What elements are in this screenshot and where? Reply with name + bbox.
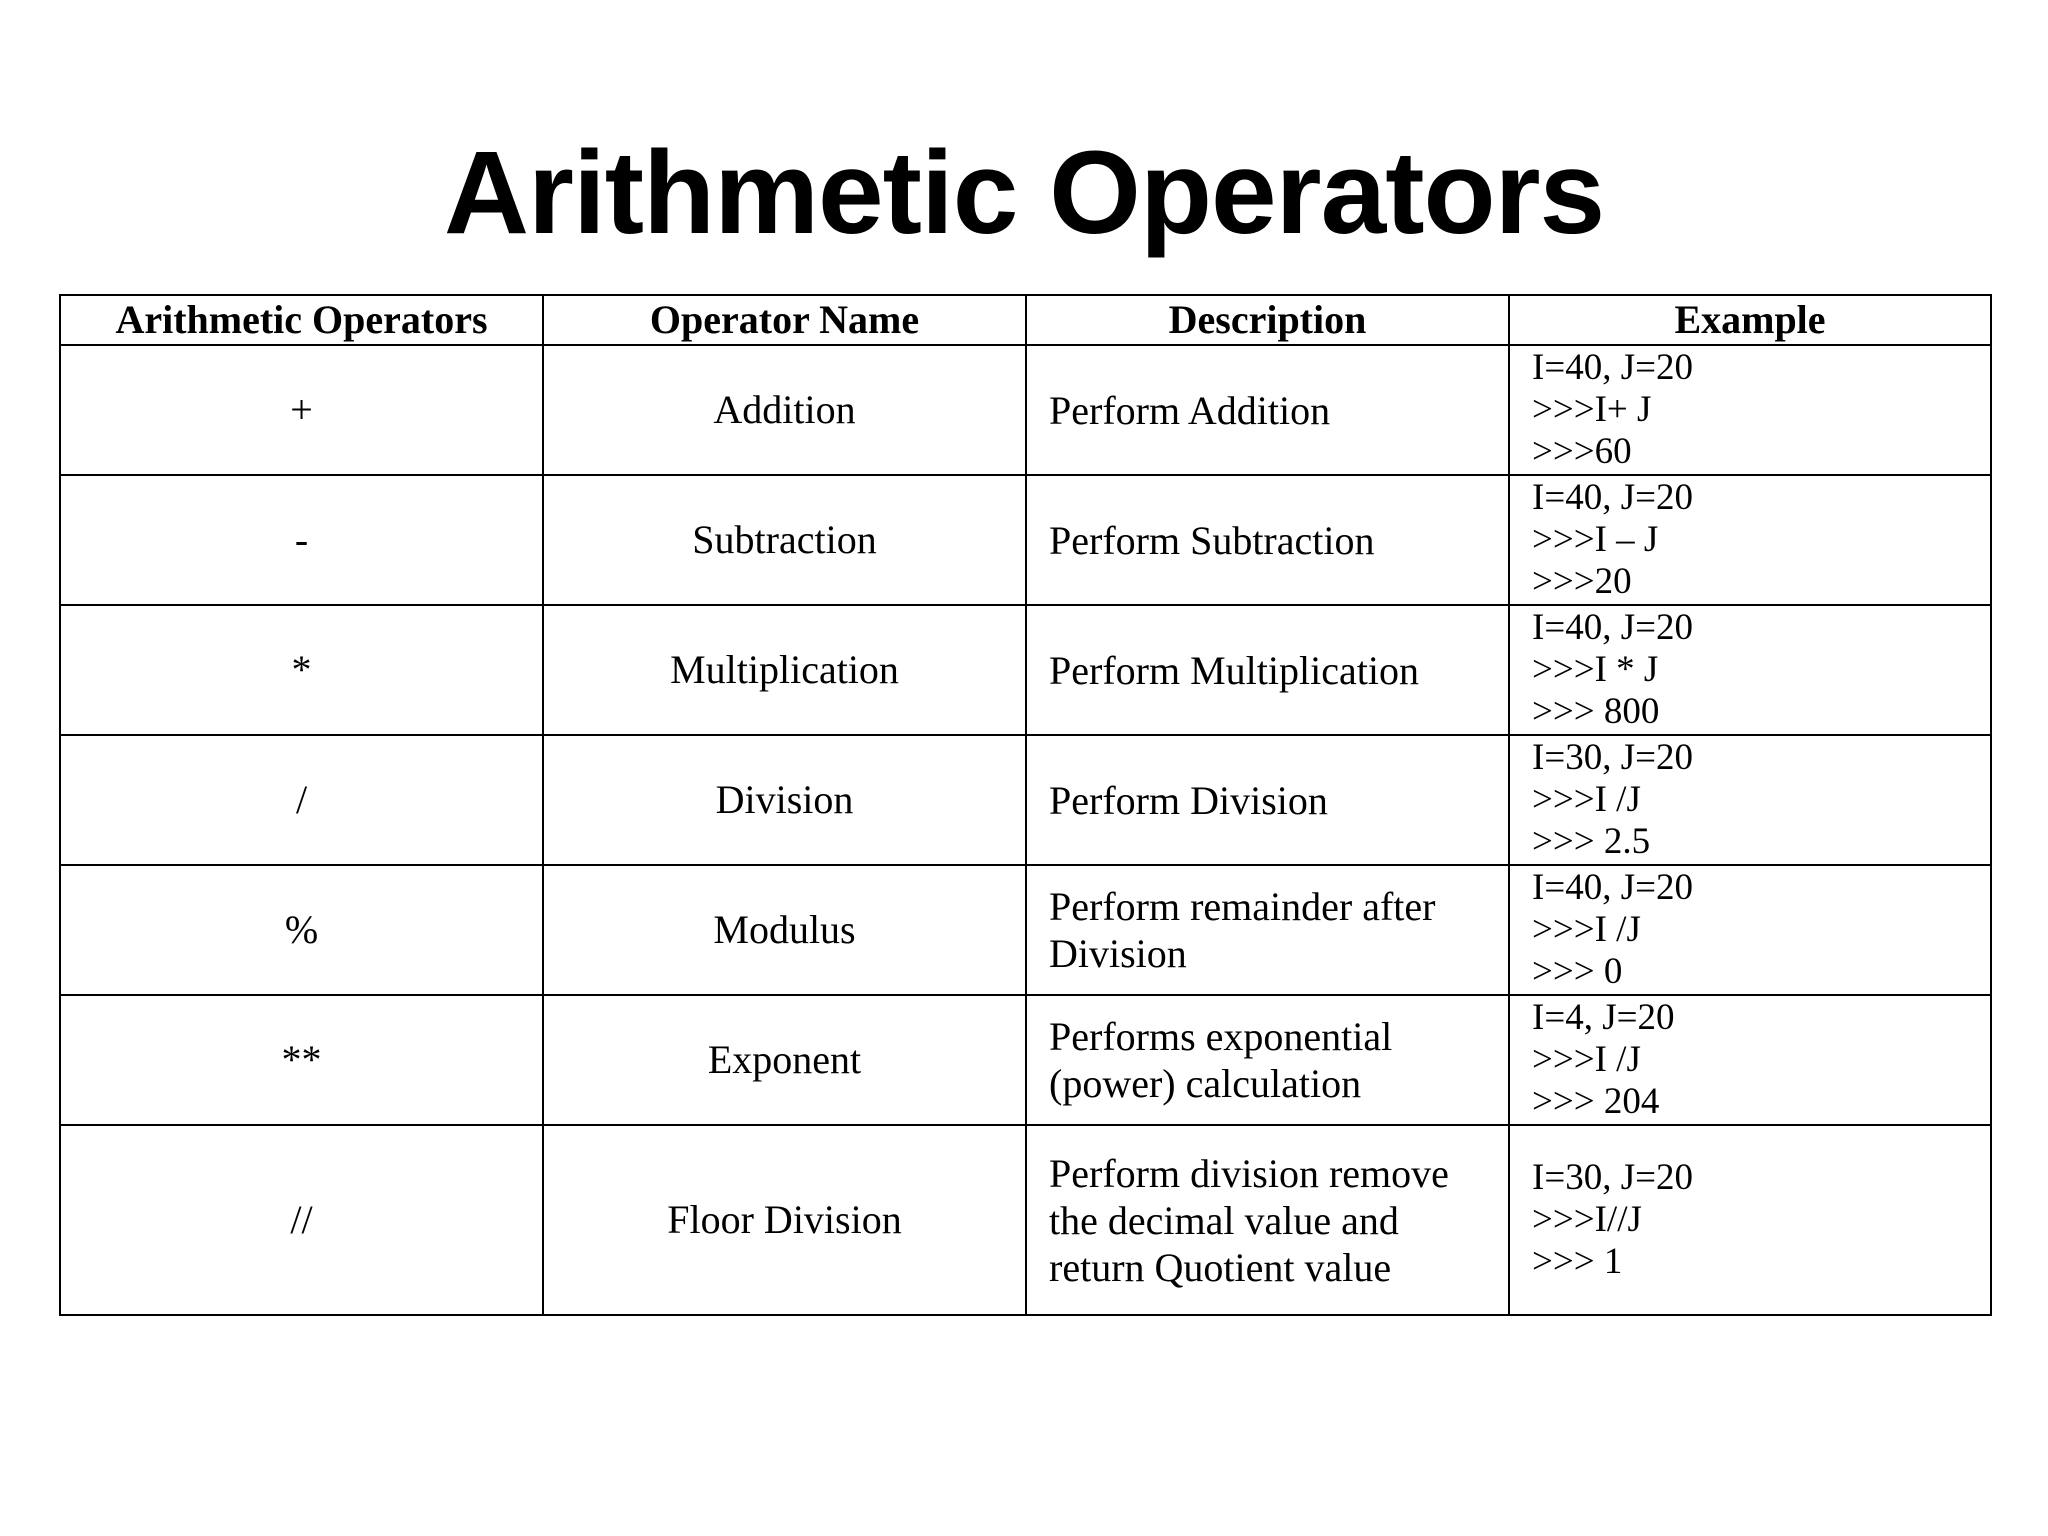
operator-description: Perform Division xyxy=(1026,735,1509,865)
table-row xyxy=(60,865,1991,995)
operator-name: Modulus xyxy=(543,865,1026,995)
operator-name: Floor Division xyxy=(543,1125,1026,1315)
example-line: >>> 800 xyxy=(1532,691,1660,732)
operator-name: Addition xyxy=(543,345,1026,475)
operator-description: Perform division remove the decimal value and return Quotient value xyxy=(1026,1125,1509,1315)
example-line: >>> 0 xyxy=(1532,951,1623,992)
operator-symbol: - xyxy=(60,475,543,605)
operator-example xyxy=(1509,735,1991,865)
example-line: I=30, J=20 xyxy=(1532,1157,1693,1198)
example-line: >>>I /J xyxy=(1532,1039,1641,1080)
operator-symbol: + xyxy=(60,345,543,475)
table-row xyxy=(60,345,1991,475)
operator-example xyxy=(1509,345,1991,475)
page-title: Arithmetic Operators xyxy=(443,127,1605,259)
operator-symbol: ** xyxy=(60,995,543,1125)
example-line: >>>I /J xyxy=(1532,909,1641,950)
example-line: I=4, J=20 xyxy=(1532,997,1675,1038)
table-row xyxy=(60,1125,1991,1315)
header-operator-name: Operator Name xyxy=(543,295,1026,345)
operator-description: Perform remainder after Division xyxy=(1026,865,1509,995)
operator-description: Perform Subtraction xyxy=(1026,475,1509,605)
operator-symbol: / xyxy=(60,735,543,865)
example-line: >>>I /J xyxy=(1532,779,1641,820)
table-row xyxy=(60,605,1991,735)
operator-symbol: % xyxy=(60,865,543,995)
example-line: >>>I+ J xyxy=(1532,389,1652,430)
example-line: >>> 1 xyxy=(1532,1241,1623,1282)
example-line: >>>I//J xyxy=(1532,1199,1642,1240)
operator-example xyxy=(1509,995,1991,1125)
example-line: >>>60 xyxy=(1532,431,1632,472)
operator-name: Multiplication xyxy=(543,605,1026,735)
operator-description: Performs exponential (power) calculation xyxy=(1026,995,1509,1125)
table-row xyxy=(60,995,1991,1125)
example-line: >>> 2.5 xyxy=(1532,821,1651,862)
header-description: Description xyxy=(1026,295,1509,345)
operator-symbol: // xyxy=(60,1125,543,1315)
example-line: >>>I * J xyxy=(1532,649,1659,690)
operator-name: Subtraction xyxy=(543,475,1026,605)
operator-example xyxy=(1509,475,1991,605)
example-line: >>>I – J xyxy=(1532,519,1659,560)
example-line: I=40, J=20 xyxy=(1532,867,1693,908)
example-line: I=40, J=20 xyxy=(1532,607,1693,648)
operator-description: Perform Multiplication xyxy=(1026,605,1509,735)
operators-table xyxy=(59,294,1992,1316)
table-header-row xyxy=(60,295,1991,345)
table-row xyxy=(60,475,1991,605)
operator-example xyxy=(1509,1125,1991,1315)
operator-example xyxy=(1509,605,1991,735)
table-row xyxy=(60,735,1991,865)
example-line: >>> 204 xyxy=(1532,1081,1660,1122)
example-line: I=40, J=20 xyxy=(1532,347,1693,388)
header-arithmetic-operators: Arithmetic Operators xyxy=(60,295,543,345)
header-example: Example xyxy=(1509,295,1991,345)
operator-symbol: * xyxy=(60,605,543,735)
operator-name: Division xyxy=(543,735,1026,865)
operator-name: Exponent xyxy=(543,995,1026,1125)
example-line: I=30, J=20 xyxy=(1532,737,1693,778)
operator-description: Perform Addition xyxy=(1026,345,1509,475)
example-line: >>>20 xyxy=(1532,561,1632,602)
operator-example xyxy=(1509,865,1991,995)
example-line: I=40, J=20 xyxy=(1532,477,1693,518)
